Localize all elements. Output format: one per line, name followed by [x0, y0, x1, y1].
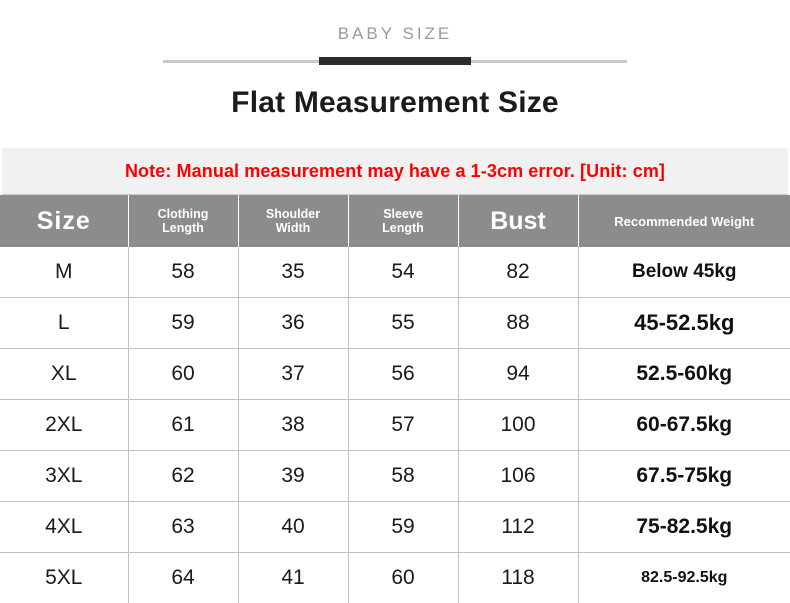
cell-sleeve-length: 60: [348, 553, 458, 603]
column-header-shoulder-width-line1: Shoulder: [239, 207, 348, 221]
cell-shoulder-width: 35: [238, 247, 348, 298]
cell-sleeve-length: 54: [348, 247, 458, 298]
cell-recommended-weight: 75-82.5kg: [578, 502, 790, 553]
divider-line-dark: [319, 57, 471, 65]
column-header-size: Size: [0, 195, 128, 247]
cell-recommended-weight: 60-67.5kg: [578, 400, 790, 451]
cell-bust: 88: [458, 298, 578, 349]
table-row: [0, 247, 790, 298]
cell-clothing-length: 61: [128, 400, 238, 451]
size-table: [0, 195, 790, 603]
table-row: [0, 400, 790, 451]
cell-shoulder-width: 40: [238, 502, 348, 553]
cell-recommended-weight: Below 45kg: [578, 247, 790, 298]
cell-shoulder-width: 38: [238, 400, 348, 451]
cell-size: 3XL: [0, 451, 128, 502]
cell-shoulder-width: 41: [238, 553, 348, 603]
column-header-recommended-weight: Recommended Weight: [578, 195, 790, 247]
cell-sleeve-length: 55: [348, 298, 458, 349]
cell-size: L: [0, 298, 128, 349]
column-header-clothing-length-line2: Length: [129, 221, 238, 235]
header-banner: [0, 0, 790, 70]
cell-sleeve-length: 59: [348, 502, 458, 553]
cell-recommended-weight: 67.5-75kg: [578, 451, 790, 502]
column-header-bust: Bust: [458, 195, 578, 247]
table-row: [0, 502, 790, 553]
table-body: [0, 247, 790, 603]
cell-size: M: [0, 247, 128, 298]
column-header-shoulder-width-line2: Width: [239, 221, 348, 235]
cell-bust: 112: [458, 502, 578, 553]
page-title: Flat Measurement Size: [0, 86, 790, 120]
cell-bust: 82: [458, 247, 578, 298]
table-header-row: [0, 195, 790, 247]
table-row: [0, 553, 790, 603]
column-header-clothing-length: [128, 195, 238, 247]
cell-size: 2XL: [0, 400, 128, 451]
cell-bust: 118: [458, 553, 578, 603]
column-header-shoulder-width: [238, 195, 348, 247]
cell-sleeve-length: 57: [348, 400, 458, 451]
cell-bust: 106: [458, 451, 578, 502]
column-header-clothing-length-line1: Clothing: [129, 207, 238, 221]
cell-clothing-length: 63: [128, 502, 238, 553]
cell-recommended-weight: 82.5-92.5kg: [578, 553, 790, 603]
cell-bust: 94: [458, 349, 578, 400]
table-row: [0, 298, 790, 349]
cell-shoulder-width: 36: [238, 298, 348, 349]
table-row: [0, 349, 790, 400]
cell-recommended-weight: 45-52.5kg: [578, 298, 790, 349]
cell-shoulder-width: 37: [238, 349, 348, 400]
cell-size: XL: [0, 349, 128, 400]
cell-shoulder-width: 39: [238, 451, 348, 502]
column-header-sleeve-length-line2: Length: [349, 221, 458, 235]
cell-bust: 100: [458, 400, 578, 451]
column-header-sleeve-length: [348, 195, 458, 247]
cell-clothing-length: 58: [128, 247, 238, 298]
cell-size: 5XL: [0, 553, 128, 603]
kicker-text: BABY SIZE: [0, 24, 790, 44]
cell-sleeve-length: 56: [348, 349, 458, 400]
measurement-note-text: Note: Manual measurement may have a 1-3cm error. [Unit: cm]: [125, 161, 665, 182]
measurement-note: [2, 148, 788, 195]
table-row: [0, 451, 790, 502]
cell-clothing-length: 59: [128, 298, 238, 349]
column-header-sleeve-length-line1: Sleeve: [349, 207, 458, 221]
cell-clothing-length: 64: [128, 553, 238, 603]
cell-size: 4XL: [0, 502, 128, 553]
cell-sleeve-length: 58: [348, 451, 458, 502]
cell-recommended-weight: 52.5-60kg: [578, 349, 790, 400]
cell-clothing-length: 62: [128, 451, 238, 502]
cell-clothing-length: 60: [128, 349, 238, 400]
table-header: [0, 195, 790, 247]
